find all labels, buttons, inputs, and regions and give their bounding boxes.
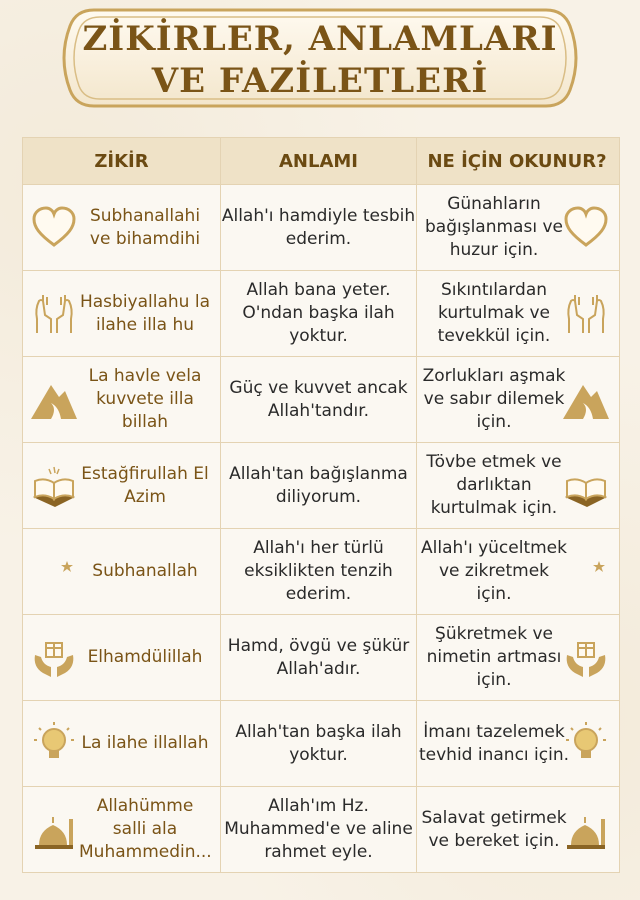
meaning-text: Allah bana yeter. O'ndan başka ilah yoktur. — [221, 271, 417, 356]
reason-text: Allah'ı yüceltmek ve zikretmek için. — [421, 538, 567, 604]
zikir-table — [22, 137, 620, 873]
mountain-icon — [29, 375, 79, 425]
reason-text: Salavat getirmek ve bereket için. — [421, 807, 567, 851]
header-meaning: ANLAMI — [221, 138, 417, 184]
zikir-text: La ilahe illallah — [81, 733, 209, 753]
table-header — [23, 138, 619, 185]
zikir-text: Allahümme salli ala Muhammedin... — [79, 796, 212, 862]
table-row — [23, 357, 619, 443]
title-plaque — [54, 6, 586, 110]
table-row — [23, 185, 619, 271]
header-zikir: ZİKİR — [23, 138, 221, 184]
table-row — [23, 443, 619, 529]
zikir-text: Subhanallah — [92, 561, 198, 581]
meaning-text: Allah'ım Hz. Muhammed'e ve aline rahmet eyle. — [221, 787, 417, 872]
zikir-text: La havle vela kuvvete illa billah — [88, 366, 202, 432]
table-row — [23, 615, 619, 701]
zikir-text: Estağfirullah El Azim — [81, 463, 209, 507]
title-line-1: ZİKİRLER, ANLAMLARI — [82, 19, 558, 59]
header-reason: NE İÇİN OKUNUR? — [427, 150, 607, 172]
reason-text: Sıkıntılardan kurtulmak ve tevekkül için. — [437, 280, 551, 346]
zikir-text: Elhamdülillah — [87, 647, 203, 667]
meaning-text: Allah'tan bağışlanma diliyorum. — [221, 443, 417, 528]
table-row — [23, 701, 619, 787]
heart-icon — [561, 203, 611, 253]
mosque-icon — [561, 805, 611, 855]
reason-text: Tövbe etmek ve darlıktan kurtulmak için. — [426, 452, 562, 518]
gift-hands-icon — [29, 633, 79, 683]
lightbulb-icon — [29, 719, 79, 769]
crescent-star-icon — [561, 547, 611, 597]
reason-text: Şükretmek ve nimetin artması için. — [426, 624, 562, 690]
heart-icon — [29, 203, 79, 253]
table-row — [23, 271, 619, 357]
title-line-2: VE FAZİLETLERİ — [151, 61, 489, 101]
zikir-text: Subhanallahi ve bihamdihi — [89, 205, 201, 249]
gift-hands-icon — [561, 633, 611, 683]
crescent-star-icon — [29, 547, 79, 597]
praying-hands-icon — [29, 289, 79, 339]
praying-hands-icon — [561, 289, 611, 339]
meaning-text: Allah'tan başka ilah yoktur. — [221, 701, 417, 786]
reason-text: Zorlukları aşmak ve sabır dilemek için. — [422, 366, 566, 432]
zikir-text: Hasbiyallahu la ilahe illa hu — [79, 291, 210, 335]
reason-text: İmanı tazelemek tevhid inancı için. — [419, 721, 570, 765]
reason-text: Günahların bağışlanması ve huzur için. — [425, 194, 563, 260]
meaning-text: Allah'ı hamdiyle tesbih ederim. — [221, 185, 417, 270]
meaning-text: Hamd, övgü ve şükür Allah'adır. — [221, 615, 417, 700]
mosque-icon — [29, 805, 79, 855]
mountain-icon — [561, 375, 611, 425]
meaning-text: Allah'ı her türlü eksiklikten tenzih ederim. — [221, 529, 417, 614]
table-row — [23, 529, 619, 615]
table-row — [23, 787, 619, 872]
open-quran-icon — [29, 461, 79, 511]
lightbulb-icon — [561, 719, 611, 769]
meaning-text: Güç ve kuvvet ancak Allah'tandır. — [221, 357, 417, 442]
open-quran-icon — [561, 461, 611, 511]
